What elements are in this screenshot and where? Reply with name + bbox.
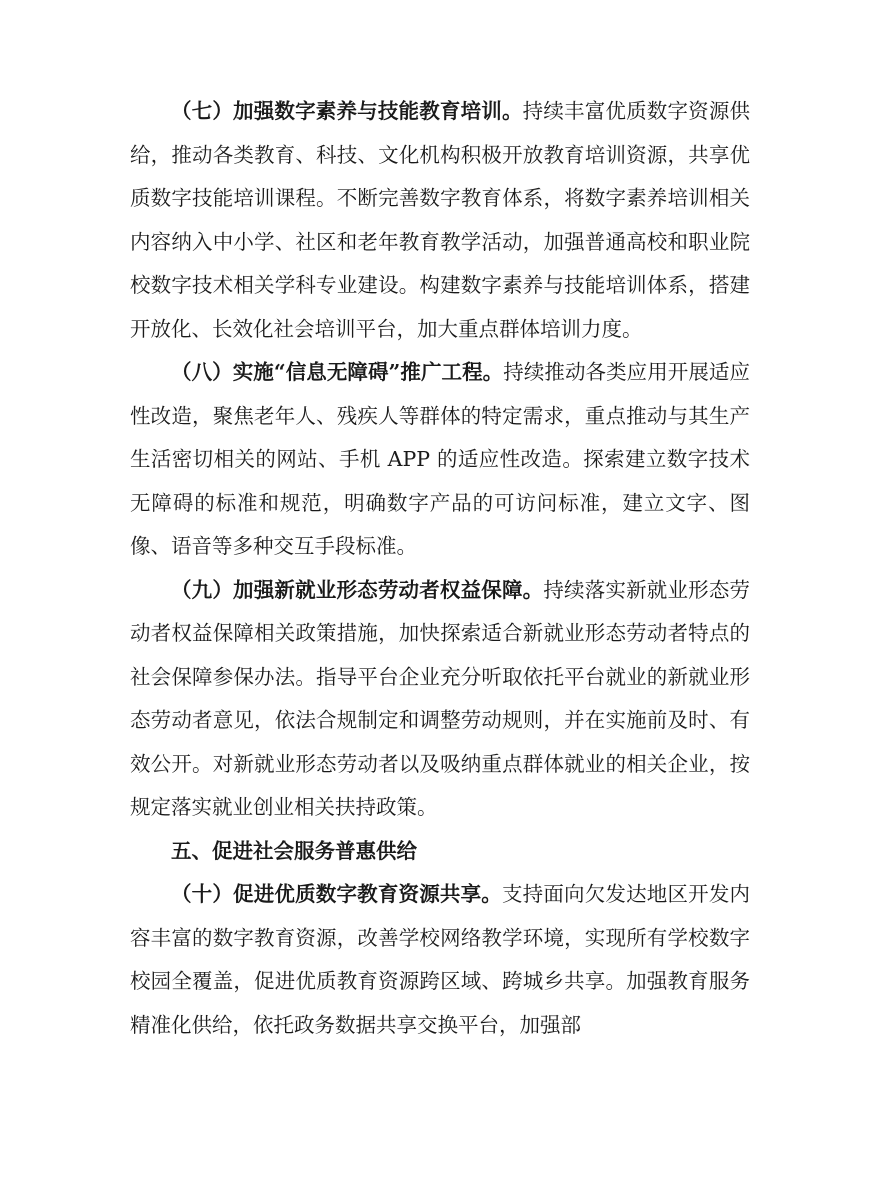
document-body (130, 90, 750, 1047)
paragraph-10-body: 支持面向欠发达地区开发内容丰富的数字教育资源，改善学校网络教学环境，实现所有学校数字校园全覆盖，促进优质教育资源跨区域、跨城乡共享。加强教育服务精准化供给，依托政务数据共享交换平台，加强部 (130, 882, 751, 1037)
paragraph-7-body: 持续丰富优质数字资源供给，推动各类教育、科技、文化机构积极开放教育培训资源，共享优质数字技能培训课程。不断完善数字教育体系，将数字素养培训相关内容纳入中小学、社区和老年教育教学活动，加强普通高校和职业院校数字技术相关学科专业建设。构建数字素养与技能培训体系，搭建开放化、长效化社会培训平台，加大重点群体培训力度。 (130, 99, 751, 341)
paragraph-8-body: 持续推动各类应用开展适应性改造，聚焦老年人、残疾人等群体的特定需求，重点推动与其生产生活密切相关的网站、手机 APP 的适应性改造。探索建立数字技术无障碍的标准和规范，明确数字产品的可访问标准，建立文字、图像、语音等多种交互手段标准。 (130, 360, 750, 558)
paragraph-9 (130, 569, 750, 830)
paragraph-7-lead: （七）加强数字素养与技能教育培训。 (171, 99, 523, 123)
paragraph-10-lead: （十）促进优质数字教育资源共享。 (171, 882, 502, 906)
paragraph-7 (130, 90, 750, 351)
paragraph-8-lead: （八）实施“信息无障碍”推广工程。 (171, 360, 504, 384)
paragraph-8 (130, 351, 750, 569)
paragraph-9-lead: （九）加强新就业形态劳动者权益保障。 (171, 577, 544, 602)
section-heading: 五、促进社会服务普惠供给 (171, 838, 417, 863)
paragraph-9-body: 持续落实新就业形态劳动者权益保障相关政策措施，加快探索适合新就业形态劳动者特点的社会保障参保办法。指导平台企业充分听取依托平台就业的新就业形态劳动者意见，依法合规制定和调整劳动规则，并在实施前及时、有效公开。对新就业形态劳动者以及吸纳重点群体就业的相关企业，按规定落实就业创业相关扶持政策。 (130, 577, 751, 819)
paragraph-10 (130, 873, 750, 1047)
